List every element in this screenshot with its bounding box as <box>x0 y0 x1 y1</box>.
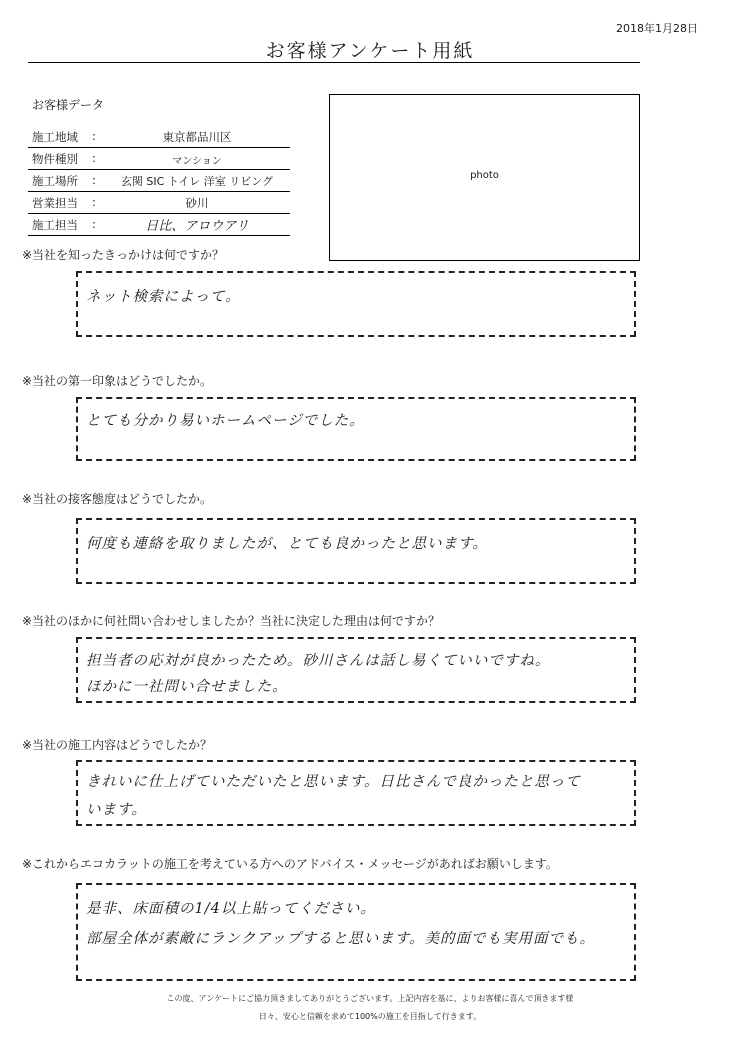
info-value: 玄関 SIC トイレ 洋室 リビング <box>120 175 274 188</box>
question-3: ※当社の接客態度はどうでしたか。 <box>22 492 213 506</box>
info-label: 施工担当 <box>32 218 78 232</box>
question-4: ※当社のほかに何社問い合わせしましたか？当社に決定した理由は何ですか？ <box>22 614 441 628</box>
answer-1-line-1: ネット検索によって。 <box>86 289 241 305</box>
answer-5-line-1: きれいに仕上げていただいたと思います。日比さんで良かったと思って <box>86 774 581 790</box>
title-underline <box>28 62 640 63</box>
info-colon: : <box>92 151 96 165</box>
answer-box-1 <box>76 271 636 337</box>
answer-4-line-2: ほかに一社問い合せました。 <box>86 679 288 695</box>
answer-box-4 <box>76 637 636 703</box>
question-2: ※当社の第一印象はどうでしたか。 <box>22 374 213 388</box>
answer-box-2 <box>76 397 636 461</box>
info-value: 砂川 <box>185 196 209 210</box>
info-value: 東京都品川区 <box>162 130 232 144</box>
info-colon: : <box>92 195 96 209</box>
info-colon: : <box>92 217 96 231</box>
footer-line-1: この度、アンケートにご協力頂きましてありがとうございます。上記内容を基に、よりお客様に喜んで頂きます様 <box>166 994 574 1003</box>
info-row-sales-staff <box>28 192 290 214</box>
info-label: 営業担当 <box>32 196 78 210</box>
answer-box-5 <box>76 760 636 826</box>
info-value: マンション <box>172 156 222 167</box>
info-row-property-type <box>28 148 290 170</box>
question-1: ※当社を知ったきっかけは何ですか？ <box>22 248 225 262</box>
customer-info-table <box>28 126 290 236</box>
info-value-handwritten: 日比、アロウアリ <box>145 219 249 234</box>
question-5: ※当社の施工内容はどうでしたか？ <box>22 738 213 752</box>
info-label: 施工地域 <box>32 130 78 144</box>
photo-label: photo <box>470 170 499 181</box>
info-row-area <box>28 126 290 148</box>
question-6: ※これからエコカラットの施工を考えている方へのアドバイス・メッセージがあればお願いします。 <box>22 857 558 871</box>
info-row-install-staff <box>28 214 290 236</box>
answer-box-6 <box>76 883 636 981</box>
info-row-location <box>28 170 290 192</box>
info-label: 施工場所 <box>32 174 78 188</box>
answer-6-line-1: 是非、床面積の1/4以上貼ってください。 <box>86 901 376 917</box>
page-title: お客様アンケート用紙 <box>265 40 475 62</box>
photo-placeholder <box>329 94 640 261</box>
info-colon: : <box>92 173 96 187</box>
answer-2-line-1: とても分かり易いホームページでした。 <box>86 413 365 429</box>
answer-4-line-1: 担当者の応対が良かったため。砂川さんは話し易くていいですね。 <box>86 653 551 669</box>
survey-date: 2018年1月28日 <box>616 22 698 35</box>
footer-line-2: 日々、安心と信頼を求めて100%の施工を目指して行きます。 <box>258 1012 482 1021</box>
answer-3-line-1: 何度も連絡を取りましたが、とても良かったと思います。 <box>86 536 488 552</box>
answer-6-line-2: 部屋全体が素敵にランクアップすると思います。美的面でも実用面でも。 <box>86 931 596 947</box>
answer-box-3 <box>76 518 636 584</box>
info-colon: : <box>92 129 96 143</box>
answer-5-line-2: います。 <box>86 802 147 818</box>
customer-data-heading: お客様データ <box>32 98 105 112</box>
info-label: 物件種別 <box>32 152 78 166</box>
